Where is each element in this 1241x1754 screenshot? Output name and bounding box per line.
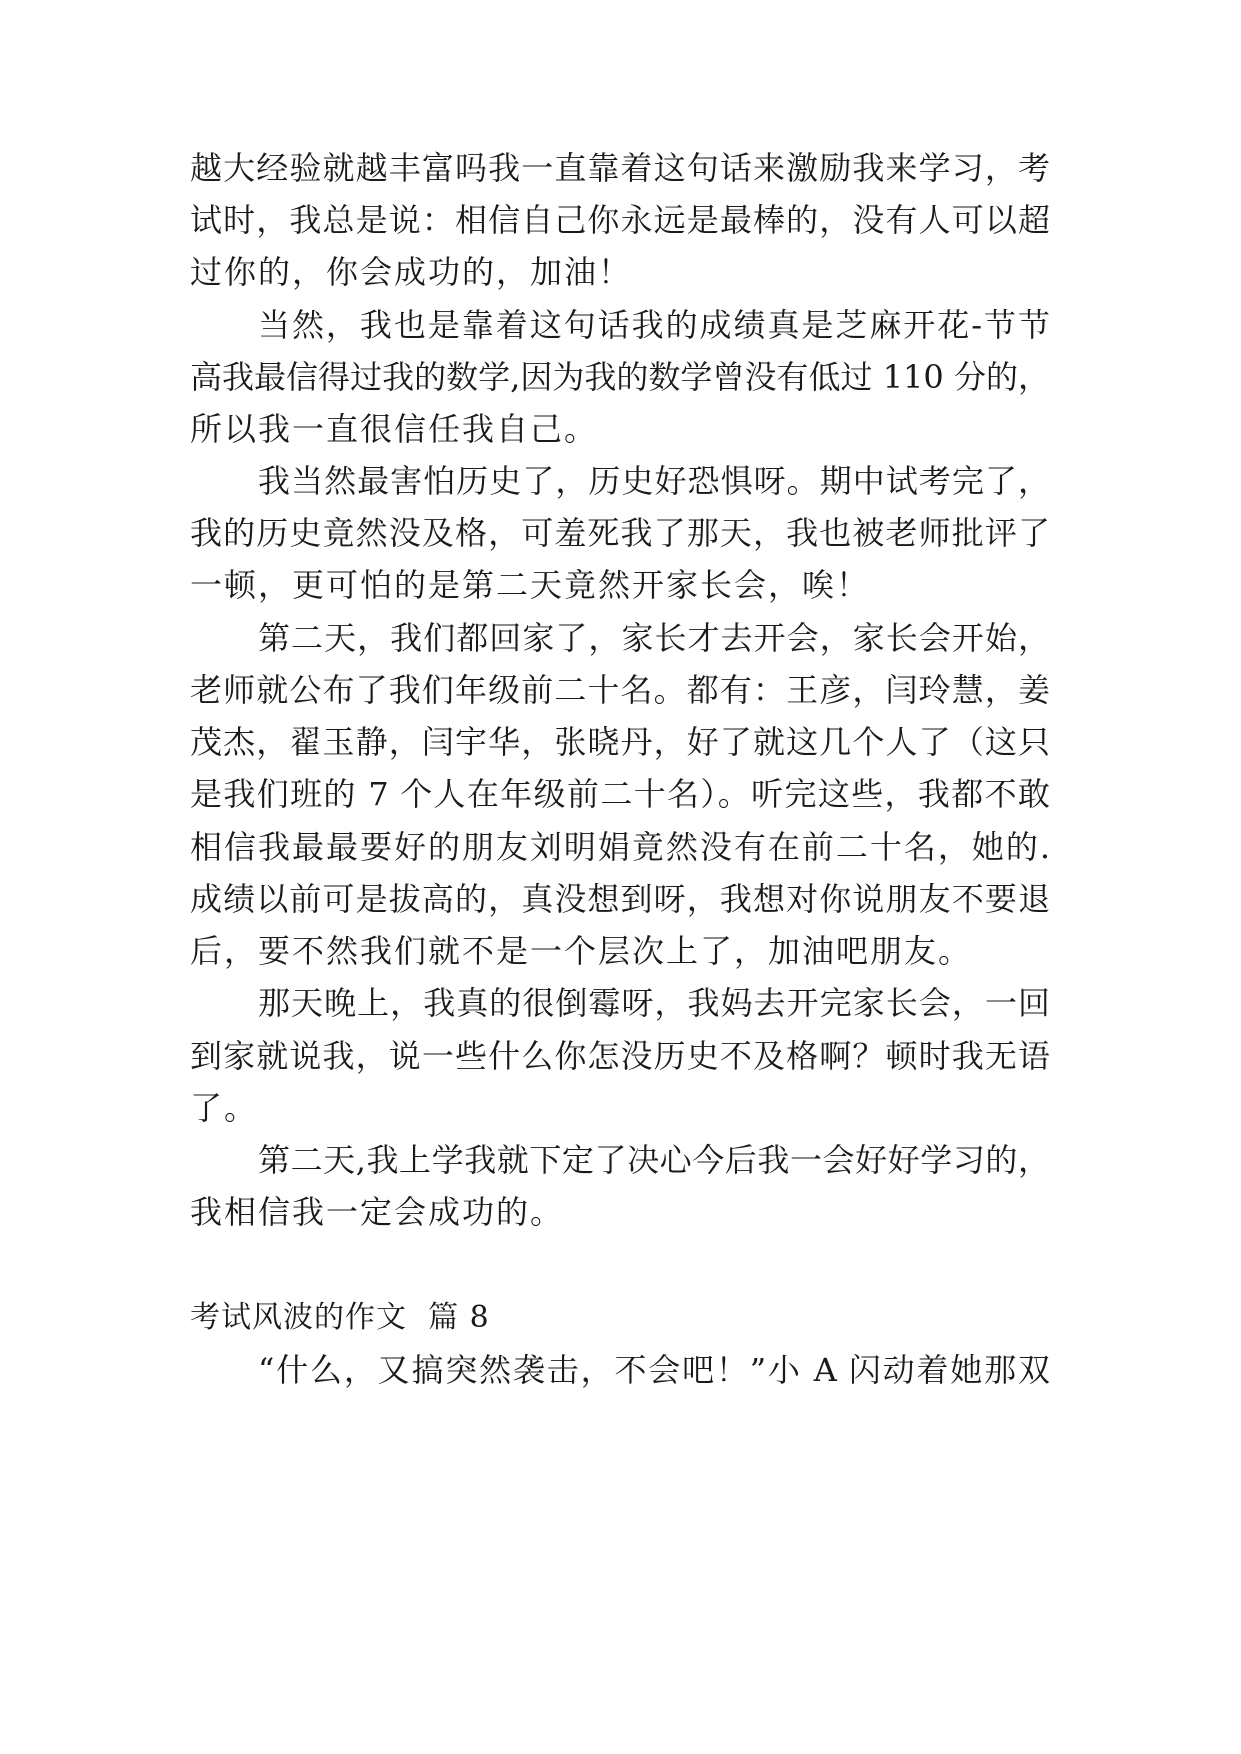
- paragraph-1-line-3: 过你的，你会成功的，加油！: [190, 253, 633, 291]
- final-paragraph-line-1: “什么，又搞突然袭击，不会吧！”小 A 闪动着她那双: [258, 1351, 1050, 1389]
- paragraph-3-line-3: 一顿，更可怕的是第二天竟然开家长会，唉！: [190, 566, 871, 604]
- paragraph-3-line-1: 我当然最害怕历史了，历史好恐惧呀。期中试考完了，: [258, 462, 1050, 500]
- paragraph-6-line-1: 第二天,我上学我就下定了决心今后我一会好好学习的，: [258, 1141, 1050, 1179]
- paragraph-2-line-3: 所以我一直很信任我自己。: [190, 410, 599, 448]
- paragraph-5-line-1: 那天晚上，我真的很倒霉呀，我妈去开完家长会，一回: [258, 984, 1050, 1022]
- paragraph-2-line-1: 当然，我也是靠着这句话我的成绩真是芝麻开花-节节: [258, 306, 1050, 344]
- paragraph-4-line-6: 成绩以前可是拔高的，真没想到呀，我想对你说朋友不要退: [190, 880, 1050, 918]
- paragraph-1-line-1: 越大经验就越丰富吗我一直靠着这句话来激励我来学习，考: [190, 149, 1050, 187]
- paragraph-2-line-2: 高我最信得过我的数学,因为我的数学曾没有低过 110 分的，: [190, 358, 1050, 396]
- paragraph-1-line-2: 试时，我总是说：相信自己你永远是最棒的，没有人可以超: [190, 201, 1050, 239]
- paragraph-6-line-2: 我相信我一定会成功的。: [190, 1193, 565, 1231]
- paragraph-3-line-2: 我的历史竟然没及格，可羞死我了那天，我也被老师批评了: [190, 514, 1050, 552]
- paragraph-4-line-7: 后，要不然我们就不是一个层次上了，加油吧朋友。: [190, 932, 973, 970]
- paragraph-4-line-4: 是我们班的 7 个人在年级前二十名）。听完这些，我都不敢: [190, 775, 1050, 813]
- paragraph-4-line-1: 第二天，我们都回家了，家长才去开会，家长会开始，: [258, 619, 1050, 657]
- paragraph-4-line-3: 茂杰，翟玉静，闫宇华，张晓丹，好了就这几个人了（这只: [190, 723, 1050, 761]
- paragraph-5-line-2: 到家就说我，说一些什么你怎没历史不及格啊？顿时我无语: [190, 1037, 1050, 1075]
- paragraph-5-line-3: 了。: [190, 1089, 259, 1127]
- paragraph-4-line-5: 相信我最最要好的朋友刘明娟竟然没有在前二十名，她的.: [190, 828, 1050, 866]
- section-heading: 考试风波的作文 篇 8: [190, 1300, 490, 1335]
- paragraph-4-line-2: 老师就公布了我们年级前二十名。都有：王彦，闫玲慧，姜: [190, 671, 1050, 709]
